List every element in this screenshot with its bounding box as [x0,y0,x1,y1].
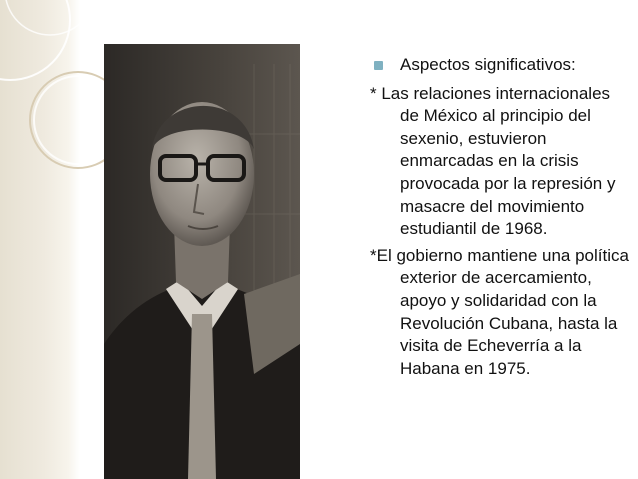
paragraph-international-relations: * Las relaciones internacionales de México al principio del sexenio, estuvieron enmarcadas en la crisis provocada por la represión y masacre del movimiento estudiantil de 1968. [370,83,616,239]
slide-text [370,54,630,384]
portrait-photo [104,44,300,479]
decorative-circles [0,0,110,200]
bullet-heading [370,54,630,77]
paragraph-cuba-policy: *El gobierno mantiene una política exterior de acercamiento, apoyo y solidaridad con la Revolución Cubana, hasta la visita de Echeverría a la Habana en 1975. [370,245,629,378]
square-bullet-icon [374,61,383,70]
bullet-heading-text: Aspectos significativos: [400,55,576,74]
